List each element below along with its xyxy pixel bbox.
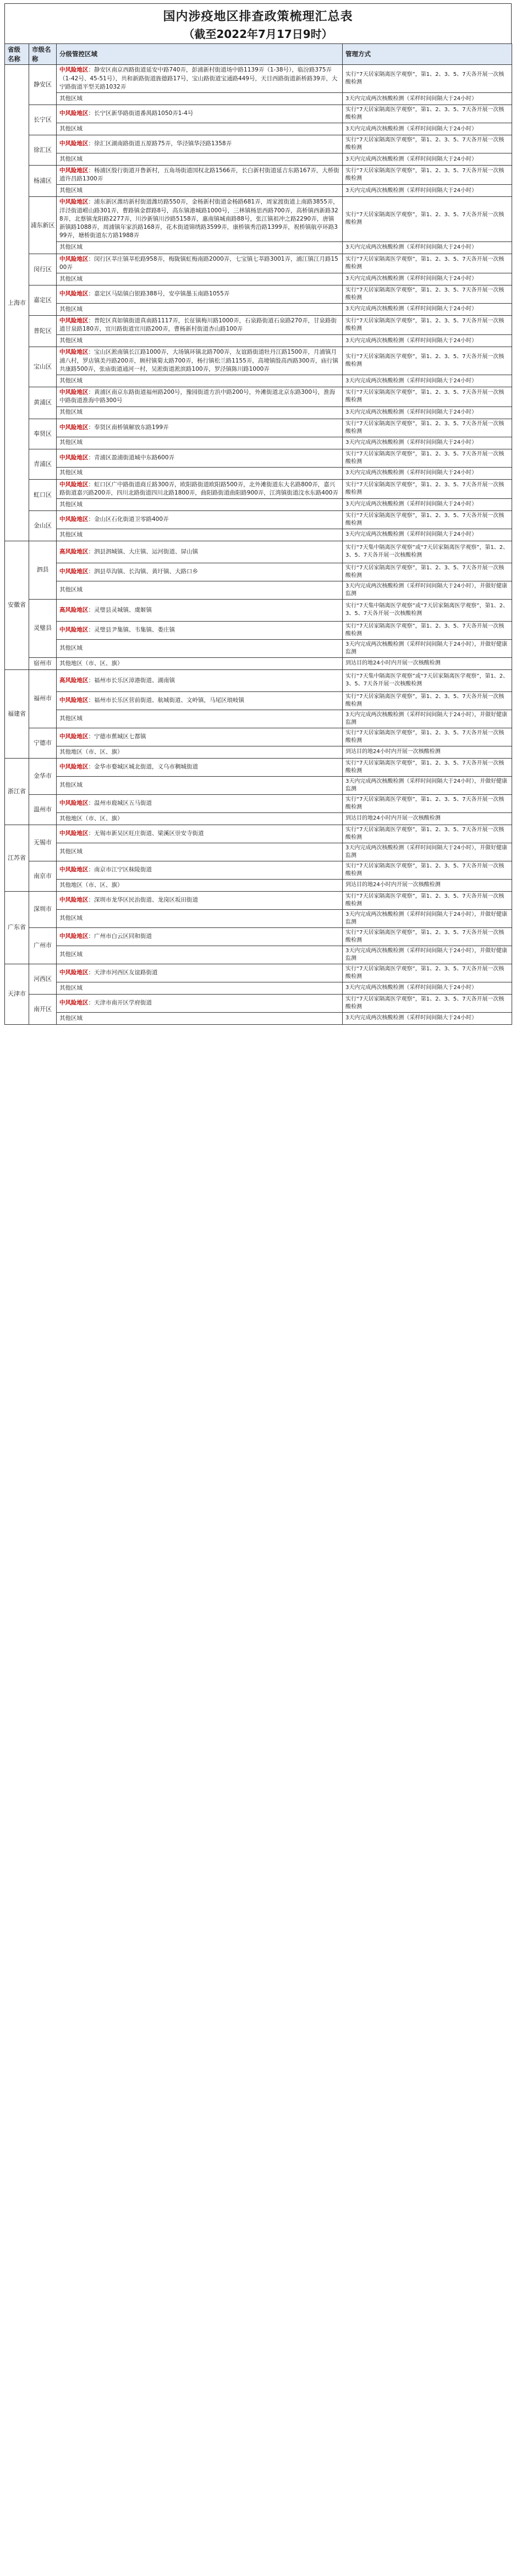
management-cell: 实行“7天居家隔离医学观察”，第1、2、3、5、7天各开展一次核酸检测 [343, 994, 512, 1012]
table-row [5, 498, 512, 510]
risk-level-label: 中风险地区 [59, 199, 89, 206]
risk-area-text: ：徐汇区湖南路街道五原路75弄，华泾镇华泾路1358弄 [88, 140, 232, 147]
risk-area-text: 其他区域 [59, 244, 83, 251]
management-cell: 3天内完成两次核酸检测（采样时间间隔大于24小时），并做好健康监测 [343, 639, 512, 657]
risk-area-text: ：南京市江宁区秣陵街道 [88, 866, 152, 874]
management-cell: 3天内完成两次核酸检测（采样时间间隔大于24小时） [343, 375, 512, 387]
risk-area-text: ：普陀区真如镇街道真南路1117弄，长征镇梅川路1000弄，石泉路街道石泉路270弄，甘泉路街道甘泉路180弄，宜川路街道宜川路200弄，曹杨新村街道杏山路100弄 [59, 317, 337, 333]
risk-area-cell [57, 315, 343, 334]
risk-level-label: 中风险地区 [59, 454, 89, 461]
risk-level-label: 中风险地区 [59, 317, 89, 324]
management-cell: 实行“7天居家隔离医学观察”，第1、2、3、5、7天各开展一次核酸检测 [343, 927, 512, 946]
management-cell: 3天内完成两次核酸检测（采样时间间隔大于24小时） [343, 185, 512, 197]
table-row [5, 710, 512, 728]
table-row [5, 449, 512, 467]
table-row [5, 746, 512, 758]
risk-area-text: 其他地区（市、区、旗） [59, 815, 123, 822]
table-row [5, 419, 512, 437]
risk-area-text: 其他区域 [59, 501, 83, 508]
risk-area-cell [57, 563, 343, 581]
risk-area-text: 其他区域 [59, 125, 83, 132]
city-cell: 金山区 [29, 510, 57, 541]
risk-level-label: 高风险地区 [59, 606, 89, 613]
table-row [5, 541, 512, 563]
page-title: 国内涉疫地区排查政策梳理汇总表 [163, 10, 353, 24]
table-row [5, 407, 512, 419]
risk-level-label: 中风险地区 [59, 764, 89, 771]
risk-area-cell [57, 65, 343, 93]
management-cell: 3天内完成两次核酸检测（采样时间间隔大于24小时） [343, 93, 512, 105]
risk-level-label: 中风险地区 [59, 568, 89, 575]
management-cell: 3天内完成两次核酸检测（采样时间间隔大于24小时） [343, 529, 512, 541]
risk-area-cell [57, 746, 343, 758]
risk-area-cell [57, 669, 343, 691]
risk-area-cell [57, 273, 343, 285]
risk-area-text: 其他区域 [59, 95, 83, 102]
risk-area-text: ：嘉定区马陆镇白银路388号，安亭镇墨玉南路1055弄 [88, 290, 230, 298]
risk-level-label: 中风险地区 [59, 969, 89, 976]
risk-area-cell [57, 529, 343, 541]
management-cell: 实行“7天居家隔离医学观察”，第1、2、3、5、7天各开展一次核酸检测 [343, 105, 512, 123]
risk-level-label: 中风险地区 [59, 389, 89, 396]
management-cell: 到达目的地24小时内开展一次核酸检测 [343, 812, 512, 825]
management-cell: 3天内完成两次核酸检测（采样时间间隔大于24小时） [343, 273, 512, 285]
risk-area-cell [57, 964, 343, 982]
province-cell: 江苏省 [5, 825, 29, 891]
province-cell: 安徽省 [5, 541, 29, 669]
risk-area-cell [57, 197, 343, 241]
table-row [5, 563, 512, 581]
city-cell: 虹口区 [29, 479, 57, 510]
table-row [5, 581, 512, 599]
city-cell: 奉贤区 [29, 419, 57, 449]
risk-area-text: 其他区域 [59, 531, 83, 538]
risk-level-label: 中风险地区 [59, 67, 89, 74]
management-cell: 实行“7天居家隔离医学观察”，第1、2、3、5、7天各开展一次核酸检测 [343, 285, 512, 303]
risk-area-text: 其他区域 [59, 337, 83, 344]
risk-level-label: 中风险地区 [59, 999, 89, 1007]
management-cell: 3天内完成两次核酸检测（采样时间间隔大于24小时） [343, 982, 512, 994]
city-cell: 泗县 [29, 541, 57, 599]
city-cell: 灵璧县 [29, 599, 57, 657]
management-cell: 实行“7天居家隔离医学观察”，第1、2、3、5、7天各开展一次核酸检测 [343, 449, 512, 467]
table-row [5, 621, 512, 639]
risk-area-text: ：天津市南开区学府街道 [88, 999, 152, 1007]
city-cell: 浦东新区 [29, 197, 57, 254]
risk-area-text: ：奉贤区南桥镇解放东路199弄 [88, 424, 169, 431]
risk-area-cell [57, 467, 343, 479]
risk-area-text: 其他区域 [59, 984, 83, 991]
province-cell: 天津市 [5, 964, 29, 1024]
risk-area-cell [57, 123, 343, 135]
risk-area-text: ：青浦区盈浦街道城中东路600弄 [88, 454, 175, 461]
risk-area-cell [57, 335, 343, 347]
province-cell: 浙江省 [5, 758, 29, 825]
management-cell: 实行“7天居家隔离医学观察”，第1、2、3、5、7天各开展一次核酸检测 [343, 254, 512, 273]
risk-area-text: 其他地区（市、区、旗） [59, 748, 123, 755]
table-row [5, 347, 512, 375]
risk-area-cell [57, 812, 343, 825]
city-cell: 无锡市 [29, 825, 57, 861]
risk-area-cell [57, 794, 343, 812]
header-city: 市级名称 [29, 44, 57, 65]
risk-level-label: 中风险地区 [59, 424, 89, 431]
table-row [5, 946, 512, 964]
risk-area-cell [57, 93, 343, 105]
table-row [5, 669, 512, 691]
table-row [5, 758, 512, 776]
table-row [5, 254, 512, 273]
table-row [5, 93, 512, 105]
management-cell: 实行“7天居家隔离医学观察”，第1、2、3、5、7天各开展一次核酸检测 [343, 691, 512, 710]
risk-area-cell [57, 303, 343, 315]
risk-area-cell [57, 581, 343, 599]
management-cell: 实行“7天居家隔离医学观察”，第1、2、3、5、7天各开展一次核酸检测 [343, 135, 512, 153]
table-row [5, 891, 512, 909]
policy-table [4, 43, 512, 1025]
province-cell: 福建省 [5, 669, 29, 758]
management-cell: 实行“7天居家隔离医学观察”，第1、2、3、5、7天各开展一次核酸检测 [343, 315, 512, 334]
management-cell: 3天内完成两次核酸检测（采样时间间隔大于24小时） [343, 123, 512, 135]
risk-area-cell [57, 599, 343, 621]
risk-area-cell [57, 285, 343, 303]
risk-area-cell [57, 449, 343, 467]
table-row [5, 861, 512, 879]
risk-level-label: 中风险地区 [59, 516, 89, 523]
risk-area-text: ：闵行区莘庄镇莘松路958弄，梅陇镇虹梅南路2000弄，七宝镇七莘路3001弄，浦江镇江月路1500弄 [59, 255, 338, 271]
risk-area-text: ：泗县草沟镇、长沟镇、黄圩镇、大路口乡 [88, 568, 198, 575]
management-cell: 实行“7天居家隔离医学观察”，第1、2、3、5、7天各开展一次核酸检测 [343, 758, 512, 776]
risk-area-cell [57, 479, 343, 498]
risk-area-cell [57, 387, 343, 407]
risk-area-text: ：灵璧县灵城镇、虞姬镇 [88, 606, 152, 613]
management-cell: 实行“7天居家隔离医学观察”，第1、2、3、5、7天各开展一次核酸检测 [343, 825, 512, 843]
management-cell: 实行“7天居家隔离医学观察”，第1、2、3、5、7天各开展一次核酸检测 [343, 197, 512, 241]
management-cell: 到达目的地24小时内开展一次核酸检测 [343, 746, 512, 758]
management-cell: 3天内完成两次核酸检测（采样时间间隔大于24小时） [343, 335, 512, 347]
risk-level-label: 中风险地区 [59, 140, 89, 147]
city-cell: 杨浦区 [29, 166, 57, 197]
risk-area-cell [57, 254, 343, 273]
risk-area-text: 其他区域 [59, 848, 83, 855]
management-cell: 实行“7天居家隔离医学观察”，第1、2、3、5、7天各开展一次核酸检测 [343, 964, 512, 982]
management-cell: 实行“7天居家隔离医学观察”，第1、2、3、5、7天各开展一次核酸检测 [343, 479, 512, 498]
management-cell: 实行“7天居家隔离医学观察”，第1、2、3、5、7天各开展一次核酸检测 [343, 387, 512, 407]
table-row [5, 105, 512, 123]
risk-area-cell [57, 437, 343, 449]
management-cell: 3天内完成两次核酸检测（采样时间间隔大于24小时） [343, 153, 512, 166]
risk-area-cell [57, 135, 343, 153]
risk-area-text: 其他区域 [59, 645, 83, 652]
risk-area-cell [57, 982, 343, 994]
risk-area-text: ：温州市鹿城区五马街道 [88, 800, 152, 807]
risk-area-text: ：福州市长乐区漳港街道、湖南镇 [88, 677, 175, 684]
management-cell: 3天内完成两次核酸检测（采样时间间隔大于24小时） [343, 437, 512, 449]
risk-area-cell [57, 879, 343, 891]
risk-area-cell [57, 843, 343, 861]
management-cell: 实行“7天集中隔离医学观察”或“7天居家隔离医学观察”，第1、2、3、5、7天各开展一次核酸检测 [343, 669, 512, 691]
risk-area-text: ：静安区南京西路街道延安中路740弄，彭浦新村街道场中路1139弄（1-38号），临汾路375弄（1-42号、45-51号），共和新路街道旌德路17号，宝山路街道宝通路449号，天目西路街道新桥路39弄，大宁路街道平型关路1032弄 [59, 67, 338, 90]
table-row [5, 812, 512, 825]
risk-area-text: ：无锡市新吴区旺庄街道、梁溪区崇安寺街道 [88, 830, 204, 837]
risk-area-text: 其他区域 [59, 377, 83, 384]
header-risk: 分级管控区域 [57, 44, 343, 65]
table-row [5, 825, 512, 843]
management-cell: 3天内完成两次核酸检测（采样时间间隔大于24小时），并做好健康监测 [343, 909, 512, 927]
table-row [5, 728, 512, 746]
table-row [5, 879, 512, 891]
table-row [5, 657, 512, 669]
table-row [5, 691, 512, 710]
risk-area-cell [57, 639, 343, 657]
city-cell: 嘉定区 [29, 285, 57, 315]
city-cell: 宝山区 [29, 347, 57, 387]
risk-area-cell [57, 375, 343, 387]
table-row [5, 479, 512, 498]
management-cell: 3天内完成两次核酸检测（采样时间间隔大于24小时），并做好健康监测 [343, 581, 512, 599]
table-row [5, 303, 512, 315]
table-row [5, 123, 512, 135]
risk-area-cell [57, 541, 343, 563]
risk-area-text: ：天津市河西区友谊路街道 [88, 969, 158, 976]
province-cell: 上海市 [5, 65, 29, 541]
risk-level-label: 中风险地区 [59, 167, 89, 174]
risk-level-label: 高风险地区 [59, 548, 89, 555]
table-row [5, 776, 512, 794]
city-cell: 南京市 [29, 861, 57, 891]
table-row [5, 375, 512, 387]
table-row [5, 510, 512, 529]
risk-area-cell [57, 621, 343, 639]
city-cell: 河西区 [29, 964, 57, 994]
management-cell: 实行“7天居家隔离医学观察”，第1、2、3、5、7天各开展一次核酸检测 [343, 347, 512, 375]
risk-area-cell [57, 407, 343, 419]
city-cell: 福州市 [29, 669, 57, 728]
table-row [5, 153, 512, 166]
management-cell: 实行“7天居家隔离医学观察”，第1、2、3、5、7天各开展一次核酸检测 [343, 728, 512, 746]
risk-area-cell [57, 166, 343, 185]
risk-area-text: 其他区域 [59, 275, 83, 282]
management-cell: 实行“7天居家隔离医学观察”，第1、2、3、5、7天各开展一次核酸检测 [343, 563, 512, 581]
management-cell: 实行“7天居家隔离医学观察”，第1、2、3、5、7天各开展一次核酸检测 [343, 794, 512, 812]
management-cell: 实行“7天集中隔离医学观察”或“7天居家隔离医学观察”，第1、2、3、5、7天各开展一次核酸检测 [343, 599, 512, 621]
risk-area-text: ：金山区石化街道卫零路400弄 [88, 516, 169, 523]
risk-level-label: 中风险地区 [59, 481, 89, 488]
risk-area-cell [57, 419, 343, 437]
risk-area-text: 其他区域 [59, 782, 83, 789]
management-cell: 实行“7天集中隔离医学观察”或“7天居家隔离医学观察”，第1、2、3、5、7天各开展一次核酸检测 [343, 541, 512, 563]
risk-area-cell [57, 825, 343, 843]
risk-area-text: ：广州市白云区同和街道 [88, 933, 152, 940]
management-cell: 实行“7天居家隔离医学观察”，第1、2、3、5、7天各开展一次核酸检测 [343, 510, 512, 529]
header-province: 省级名称 [5, 44, 29, 65]
risk-area-text: 其他区域 [59, 187, 83, 194]
table-row [5, 65, 512, 93]
management-cell: 3天内完成两次核酸检测（采样时间间隔大于24小时），并做好健康监测 [343, 946, 512, 964]
management-cell: 实行“7天居家隔离医学观察”，第1、2、3、5、7天各开展一次核酸检测 [343, 166, 512, 185]
risk-area-text: 其他区域 [59, 586, 83, 594]
table-row [5, 964, 512, 982]
risk-area-cell [57, 498, 343, 510]
city-cell: 南开区 [29, 994, 57, 1024]
management-cell: 3天内完成两次核酸检测（采样时间间隔大于24小时） [343, 303, 512, 315]
risk-area-text: ：宁德市蕉城区七都镇 [88, 733, 146, 740]
risk-level-label: 中风险地区 [59, 255, 89, 262]
title-block [4, 3, 512, 43]
risk-area-cell [57, 891, 343, 909]
risk-level-label: 中风险地区 [59, 349, 89, 356]
risk-area-cell [57, 728, 343, 746]
risk-area-cell [57, 927, 343, 946]
risk-area-cell [57, 994, 343, 1012]
city-cell: 静安区 [29, 65, 57, 105]
city-cell: 金华市 [29, 758, 57, 794]
table-row [5, 185, 512, 197]
table-row [5, 529, 512, 541]
risk-area-text: ：福州市长乐区营前街道、航城街道、文岭镇，马尾区琅岐镇 [88, 697, 244, 704]
table-row [5, 994, 512, 1012]
city-cell: 闵行区 [29, 254, 57, 285]
risk-area-cell [57, 105, 343, 123]
table-row [5, 315, 512, 334]
table-row [5, 387, 512, 407]
risk-area-text: ：浦东新区潍坊新村街道潍坊路550弄，金杨新村街道金杨路681弄，周家渡街道上南路3855弄，洋泾街道崂山路301弄，曹路镇金群路8号，高东镇港城路1000号，三林镇杨思西路700弄，高桥镇西新路328弄，北蔡镇龙阳路2277弄，川沙新镇川沙路5158弄，惠南镇城南路88号，张江镇祖冲之路2290弄，唐镇新镇路1088弄，周浦镇年家浜路168弄，花木街道锦绣路3599弄，康桥镇秀沿路1399弄，祝桥镇航亭环路399弄，塘桥街道东方路1988弄 [59, 199, 339, 239]
city-cell: 温州市 [29, 794, 57, 825]
risk-area-text: ：长宁区新华路街道番禺路1050弄1-4号 [88, 110, 194, 117]
table-row [5, 197, 512, 241]
risk-level-label: 中风险地区 [59, 866, 89, 874]
risk-area-text: ：虹口区广中路街道商丘路300弄，欧阳路街道欧阳路500弄，北外滩街道东大名路800弄，嘉兴路街道嘉兴路200弄，四川北路街道四川北路1800弄，曲阳路街道曲阳路900弄，江湾镇街道汶水东路400弄 [59, 481, 338, 496]
management-cell: 3天内完成两次核酸检测（采样时间间隔大于24小时） [343, 407, 512, 419]
risk-area-text: 其他区域 [59, 155, 83, 162]
risk-area-cell [57, 861, 343, 879]
risk-area-cell [57, 909, 343, 927]
city-cell: 广州市 [29, 927, 57, 964]
risk-area-cell [57, 185, 343, 197]
management-cell: 3天内完成两次核酸检测（采样时间间隔大于24小时），并做好健康监测 [343, 843, 512, 861]
city-cell: 宁德市 [29, 728, 57, 758]
management-cell: 3天内完成两次核酸检测（采样时间间隔大于24小时） [343, 1012, 512, 1024]
management-cell: 实行“7天居家隔离医学观察”，第1、2、3、5、7天各开展一次核酸检测 [343, 861, 512, 879]
city-cell: 深圳市 [29, 891, 57, 927]
management-cell: 到达目的地24小时内开展一次核酸检测 [343, 879, 512, 891]
risk-level-label: 中风险地区 [59, 697, 89, 704]
table-row [5, 639, 512, 657]
risk-area-cell [57, 347, 343, 375]
risk-level-label: 中风险地区 [59, 627, 89, 634]
risk-level-label: 中风险地区 [59, 897, 89, 904]
risk-area-cell [57, 776, 343, 794]
city-cell: 宿州市 [29, 657, 57, 669]
risk-area-cell [57, 758, 343, 776]
city-cell: 徐汇区 [29, 135, 57, 166]
table-row [5, 437, 512, 449]
risk-area-text: 其他区域 [59, 951, 83, 958]
table-row [5, 273, 512, 285]
province-cell: 广东省 [5, 891, 29, 964]
risk-level-label: 中风险地区 [59, 933, 89, 940]
page-subtitle: （截至2022年7月17日9时） [183, 28, 333, 41]
table-row [5, 599, 512, 621]
risk-level-label: 中风险地区 [59, 110, 89, 117]
risk-area-cell [57, 710, 343, 728]
risk-area-cell [57, 510, 343, 529]
table-body [5, 65, 512, 1025]
risk-area-text: 其他区域 [59, 439, 83, 446]
table-row [5, 241, 512, 254]
management-cell: 实行“7天居家隔离医学观察”，第1、2、3、5、7天各开展一次核酸检测 [343, 419, 512, 437]
table-row [5, 843, 512, 861]
risk-area-cell [57, 241, 343, 254]
risk-area-text: ：泗县泗城镇、大庄镇、运河街道、屏山镇 [88, 548, 198, 555]
risk-area-text: 其他区域 [59, 915, 83, 922]
risk-area-text: 其他区域 [59, 1014, 83, 1021]
management-cell: 实行“7天居家隔离医学观察”，第1、2、3、5、7天各开展一次核酸检测 [343, 65, 512, 93]
risk-level-label: 中风险地区 [59, 290, 89, 298]
risk-area-text: ：金华市婺城区城北街道，义乌市稠城街道 [88, 764, 198, 771]
risk-area-cell [57, 153, 343, 166]
risk-area-text: ：宝山区淞南镇长江路1000弄，大场镇环镇北路700弄，友谊路街道牡丹江路1500弄，月浦镇月浦八村，罗店镇美丹路200弄，顾村镇菊太路700弄，杨行镇松兰路1155弄，高境镇殷高西路300弄，庙行镇共康路500弄，张庙街道通河一村，吴淞街道淞滨路100弄，罗泾镇陈川路1000弄 [59, 349, 338, 372]
table-row [5, 335, 512, 347]
risk-level-label: 中风险地区 [59, 800, 89, 807]
risk-area-cell [57, 1012, 343, 1024]
risk-area-text: 其他地区（市、区、旗） [59, 660, 123, 667]
risk-area-cell [57, 946, 343, 964]
city-cell: 青浦区 [29, 449, 57, 479]
table-row [5, 927, 512, 946]
management-cell: 3天内完成两次核酸检测（采样时间间隔大于24小时） [343, 241, 512, 254]
risk-area-text: 其他区域 [59, 409, 83, 416]
table-row [5, 982, 512, 994]
table-row [5, 285, 512, 303]
city-cell: 长宁区 [29, 105, 57, 135]
risk-level-label: 中风险地区 [59, 733, 89, 740]
table-row [5, 166, 512, 185]
table-row [5, 794, 512, 812]
risk-area-text: ：杨浦区殷行街道开鲁新村，五角场街道国权北路1566弄，长白新村街道延吉东路167弄，大桥街道许昌路1300弄 [59, 167, 339, 183]
city-cell: 黄浦区 [29, 387, 57, 419]
table-row [5, 1012, 512, 1024]
management-cell: 3天内完成两次核酸检测（采样时间间隔大于24小时），并做好健康监测 [343, 710, 512, 728]
risk-area-text: ：灵璧县尹集镇、韦集镇、娄庄镇 [88, 627, 175, 634]
table-row [5, 467, 512, 479]
city-cell: 普陀区 [29, 315, 57, 347]
risk-area-cell [57, 657, 343, 669]
risk-area-cell [57, 691, 343, 710]
management-cell: 3天内完成两次核酸检测（采样时间间隔大于24小时），并做好健康监测 [343, 776, 512, 794]
risk-area-text: 其他区域 [59, 469, 83, 476]
management-cell: 到达目的地24小时内开展一次核酸检测 [343, 657, 512, 669]
risk-level-label: 中风险地区 [59, 830, 89, 837]
management-cell: 实行“7天居家隔离医学观察”，第1、2、3、5、7天各开展一次核酸检测 [343, 891, 512, 909]
risk-area-text: 其他区域 [59, 305, 83, 312]
table-header-row [5, 44, 512, 65]
risk-area-text: ：深圳市龙华区民治街道、龙岗区坂田街道 [88, 897, 198, 904]
table-row [5, 135, 512, 153]
management-cell: 3天内完成两次核酸检测（采样时间间隔大于24小时） [343, 467, 512, 479]
risk-area-text: 其他区域 [59, 715, 83, 722]
risk-area-text: ：黄浦区南京东路街道福州路200号，豫园街道方浜中路200号，外滩街道北京东路300号，淮海中路街道淮海中路300号 [59, 389, 336, 404]
risk-level-label: 高风险地区 [59, 677, 89, 684]
management-cell: 3天内完成两次核酸检测（采样时间间隔大于24小时） [343, 498, 512, 510]
risk-area-text: 其他地区（市、区、旗） [59, 881, 123, 888]
header-policy: 管理方式 [343, 44, 512, 65]
management-cell: 实行“7天居家隔离医学观察”，第1、2、3、5、7天各开展一次核酸检测 [343, 621, 512, 639]
table-row [5, 909, 512, 927]
